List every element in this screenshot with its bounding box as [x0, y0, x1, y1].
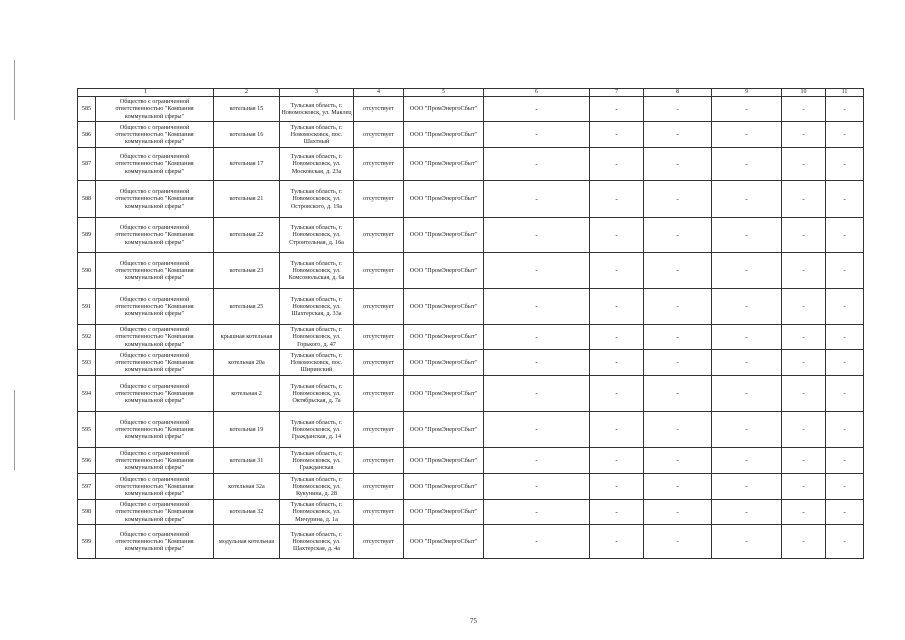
row-number-cell: 589: [78, 218, 96, 253]
dash-cell: -: [712, 376, 782, 412]
organization-cell: Общество с ограниченной ответственностью "Компания коммунальной сферы": [96, 181, 214, 218]
dash-cell: -: [782, 122, 826, 148]
column4-cell: отсутствует: [354, 350, 404, 376]
dash-cell: -: [590, 289, 644, 325]
address-cell: Тульская область, г. Новомосковск, ул. Кукунина, д. 28: [280, 474, 354, 500]
dash-cell: -: [712, 289, 782, 325]
dash-cell: -: [590, 218, 644, 253]
row-number-cell: 587: [78, 148, 96, 181]
column4-cell: отсутствует: [354, 376, 404, 412]
column4-cell: отсутствует: [354, 525, 404, 559]
dash-cell: -: [484, 474, 590, 500]
organization-cell: Общество с ограниченной ответственностью "Компания коммунальной сферы": [96, 500, 214, 525]
row-number-cell: 590: [78, 253, 96, 289]
row-number-cell: 591: [78, 289, 96, 325]
table-row: [78, 448, 864, 474]
address-cell: Тульская область, г. Новомосковск, ул. Маклец: [280, 97, 354, 122]
dash-cell: -: [644, 412, 712, 448]
table-row: [78, 350, 864, 376]
dash-cell: -: [484, 350, 590, 376]
dash-cell: -: [590, 525, 644, 559]
object-cell: модульная котельная: [214, 525, 280, 559]
dash-cell: -: [484, 148, 590, 181]
organization-cell: Общество с ограниченной ответственностью "Компания коммунальной сферы": [96, 525, 214, 559]
address-cell: Тульская область, г. Новомосковск, пос. Шахтный: [280, 122, 354, 148]
organization-cell: Общество с ограниченной ответственностью "Компания коммунальной сферы": [96, 474, 214, 500]
organization-cell: Общество с ограниченной ответственностью "Компания коммунальной сферы": [96, 122, 214, 148]
supplier-cell: ООО "ПромЭнергоСбыт": [404, 350, 484, 376]
dash-cell: -: [590, 412, 644, 448]
object-cell: котельная 2: [214, 376, 280, 412]
header-cell: 11: [826, 89, 864, 97]
row-number-cell: 593: [78, 350, 96, 376]
table-row: [78, 253, 864, 289]
organization-cell: Общество с ограниченной ответственностью "Компания коммунальной сферы": [96, 148, 214, 181]
column4-cell: отсутствует: [354, 325, 404, 350]
dash-cell: -: [644, 448, 712, 474]
dash-cell: -: [644, 289, 712, 325]
header-cell: 7: [590, 89, 644, 97]
dash-cell: -: [484, 325, 590, 350]
dash-cell: -: [590, 97, 644, 122]
dash-cell: -: [826, 181, 864, 218]
dash-cell: -: [712, 525, 782, 559]
supplier-cell: ООО "ПромЭнергоСбыт": [404, 148, 484, 181]
address-cell: Тульская область, г. Новомосковск, пос. Ширинский: [280, 350, 354, 376]
table-row: [78, 325, 864, 350]
table-row: [78, 97, 864, 122]
dash-cell: -: [712, 325, 782, 350]
header-cell: 3: [280, 89, 354, 97]
dash-cell: -: [590, 122, 644, 148]
object-cell: котельная 25: [214, 289, 280, 325]
column4-cell: отсутствует: [354, 181, 404, 218]
row-number-cell: 594: [78, 376, 96, 412]
dash-cell: -: [590, 325, 644, 350]
address-cell: Тульская область, г. Новомосковск, ул. Октябрьская, д. 7а: [280, 376, 354, 412]
dash-cell: -: [782, 412, 826, 448]
dash-cell: -: [590, 376, 644, 412]
dash-cell: -: [590, 448, 644, 474]
page-number: 75: [470, 617, 477, 625]
header-cell: 4: [354, 89, 404, 97]
organization-cell: Общество с ограниченной ответственностью "Компания коммунальной сферы": [96, 350, 214, 376]
dash-cell: -: [712, 448, 782, 474]
table-row: [78, 289, 864, 325]
dash-cell: -: [644, 97, 712, 122]
dash-cell: -: [484, 218, 590, 253]
dash-cell: -: [644, 148, 712, 181]
organization-cell: Общество с ограниченной ответственностью "Компания коммунальной сферы": [96, 376, 214, 412]
dash-cell: -: [712, 412, 782, 448]
dash-cell: -: [712, 122, 782, 148]
dash-cell: -: [712, 500, 782, 525]
dash-cell: -: [782, 525, 826, 559]
object-cell: котельная 19: [214, 412, 280, 448]
supplier-cell: ООО "ПромЭнергоСбыт": [404, 122, 484, 148]
table-row: [78, 525, 864, 559]
dash-cell: -: [484, 500, 590, 525]
dash-cell: -: [782, 500, 826, 525]
supplier-cell: ООО "ПромЭнергоСбыт": [404, 412, 484, 448]
dash-cell: -: [826, 376, 864, 412]
header-cell: 6: [484, 89, 590, 97]
address-cell: Тульская область, г. Новомосковск, ул. Гражданская, д. 14: [280, 412, 354, 448]
object-cell: котельная 21: [214, 181, 280, 218]
header-cell: 2: [214, 89, 280, 97]
dash-cell: -: [590, 474, 644, 500]
dash-cell: -: [826, 218, 864, 253]
organization-cell: Общество с ограниченной ответственностью "Компания коммунальной сферы": [96, 289, 214, 325]
row-number-cell: 598: [78, 500, 96, 525]
organization-cell: Общество с ограниченной ответственностью "Компания коммунальной сферы": [96, 448, 214, 474]
dash-cell: -: [484, 376, 590, 412]
table-row: [78, 500, 864, 525]
registry-table-body: [78, 89, 864, 559]
header-cell: 9: [712, 89, 782, 97]
object-cell: котельная 32а: [214, 474, 280, 500]
dash-cell: -: [826, 500, 864, 525]
dash-cell: -: [590, 148, 644, 181]
address-cell: Тульская область, г. Новомосковск, ул. Шахтерская, д. 33а: [280, 289, 354, 325]
table-row: [78, 181, 864, 218]
dash-cell: -: [644, 525, 712, 559]
dash-cell: -: [712, 253, 782, 289]
address-cell: Тульская область, г. Новомосковск, ул. Мичурина, д. 1а: [280, 500, 354, 525]
column4-cell: отсутствует: [354, 500, 404, 525]
header-cell: 8: [644, 89, 712, 97]
dash-cell: -: [644, 122, 712, 148]
row-number-cell: 596: [78, 448, 96, 474]
column4-cell: отсутствует: [354, 148, 404, 181]
header-row: [78, 89, 864, 97]
dash-cell: -: [712, 148, 782, 181]
row-number-cell: 599: [78, 525, 96, 559]
dash-cell: -: [644, 500, 712, 525]
dash-cell: -: [826, 325, 864, 350]
dash-cell: -: [826, 525, 864, 559]
scan-edge-left-lower: [14, 390, 15, 470]
dash-cell: -: [782, 97, 826, 122]
column4-cell: отсутствует: [354, 412, 404, 448]
dash-cell: -: [782, 181, 826, 218]
supplier-cell: ООО "ПромЭнергоСбыт": [404, 500, 484, 525]
supplier-cell: ООО "ПромЭнергоСбыт": [404, 448, 484, 474]
dash-cell: -: [782, 148, 826, 181]
row-number-cell: 585: [78, 97, 96, 122]
scan-edge-left: [14, 60, 15, 120]
supplier-cell: ООО "ПромЭнергоСбыт": [404, 474, 484, 500]
dash-cell: -: [782, 289, 826, 325]
dash-cell: -: [782, 325, 826, 350]
dash-cell: -: [590, 500, 644, 525]
dash-cell: -: [712, 97, 782, 122]
table-row: [78, 474, 864, 500]
organization-cell: Общество с ограниченной ответственностью "Компания коммунальной сферы": [96, 412, 214, 448]
dash-cell: -: [644, 350, 712, 376]
object-cell: крышная котельная: [214, 325, 280, 350]
supplier-cell: ООО "ПромЭнергоСбыт": [404, 376, 484, 412]
registry-table: [77, 88, 864, 559]
supplier-cell: ООО "ПромЭнергоСбыт": [404, 325, 484, 350]
dash-cell: -: [484, 412, 590, 448]
dash-cell: -: [826, 148, 864, 181]
table-row: [78, 148, 864, 181]
dash-cell: -: [826, 253, 864, 289]
organization-cell: Общество с ограниченной ответственностью "Компания коммунальной сферы": [96, 218, 214, 253]
object-cell: котельная 31: [214, 448, 280, 474]
column4-cell: отсутствует: [354, 218, 404, 253]
dash-cell: -: [484, 97, 590, 122]
dash-cell: -: [782, 448, 826, 474]
column4-cell: отсутствует: [354, 289, 404, 325]
supplier-cell: ООО "ПромЭнергоСбыт": [404, 97, 484, 122]
row-number-cell: 595: [78, 412, 96, 448]
dash-cell: -: [484, 525, 590, 559]
dash-cell: -: [484, 181, 590, 218]
dash-cell: -: [826, 289, 864, 325]
address-cell: Тульская область, г. Новомосковск, ул. Московская, д. 23а: [280, 148, 354, 181]
dash-cell: -: [712, 218, 782, 253]
table-row: [78, 412, 864, 448]
dash-cell: -: [644, 325, 712, 350]
address-cell: Тульская область, г. Новомосковск, ул. Шахтерская, д. 4а: [280, 525, 354, 559]
object-cell: котельная 16: [214, 122, 280, 148]
dash-cell: -: [826, 350, 864, 376]
header-cell: 10: [782, 89, 826, 97]
dash-cell: -: [826, 97, 864, 122]
address-cell: Тульская область, г. Новомосковск, ул. Горького, д. 47: [280, 325, 354, 350]
column4-cell: отсутствует: [354, 97, 404, 122]
dash-cell: -: [484, 122, 590, 148]
supplier-cell: ООО "ПромЭнергоСбыт": [404, 289, 484, 325]
dash-cell: -: [712, 474, 782, 500]
dash-cell: -: [484, 289, 590, 325]
supplier-cell: ООО "ПромЭнергоСбыт": [404, 218, 484, 253]
dash-cell: -: [590, 350, 644, 376]
supplier-cell: ООО "ПромЭнергоСбыт": [404, 525, 484, 559]
dash-cell: -: [826, 448, 864, 474]
row-number-cell: 597: [78, 474, 96, 500]
dash-cell: -: [644, 474, 712, 500]
address-cell: Тульская область, г. Новомосковск, ул. Гражданская: [280, 448, 354, 474]
dash-cell: -: [712, 181, 782, 218]
column4-cell: отсутствует: [354, 253, 404, 289]
dash-cell: -: [484, 253, 590, 289]
address-cell: Тульская область, г. Новомосковск, ул. Островского, д. 19а: [280, 181, 354, 218]
object-cell: котельная 20а: [214, 350, 280, 376]
address-cell: Тульская область, г. Новомосковск, ул. Строительная, д. 16а: [280, 218, 354, 253]
dash-cell: -: [712, 350, 782, 376]
table-row: [78, 218, 864, 253]
row-number-cell: 588: [78, 181, 96, 218]
address-cell: Тульская область, г. Новомосковск, ул. Комсомольская, д. 6а: [280, 253, 354, 289]
organization-cell: Общество с ограниченной ответственностью "Компания коммунальной сферы": [96, 325, 214, 350]
dash-cell: -: [782, 253, 826, 289]
object-cell: котельная 22: [214, 218, 280, 253]
row-number-cell: 592: [78, 325, 96, 350]
dash-cell: -: [644, 253, 712, 289]
table-row: [78, 376, 864, 412]
dash-cell: -: [644, 181, 712, 218]
organization-cell: Общество с ограниченной ответственностью "Компания коммунальной сферы": [96, 253, 214, 289]
header-cell: 5: [404, 89, 484, 97]
header-cell: 1: [78, 89, 214, 97]
column4-cell: отсутствует: [354, 448, 404, 474]
column4-cell: отсутствует: [354, 474, 404, 500]
dash-cell: -: [782, 474, 826, 500]
dash-cell: -: [826, 122, 864, 148]
object-cell: котельная 32: [214, 500, 280, 525]
row-number-cell: 586: [78, 122, 96, 148]
dash-cell: -: [590, 181, 644, 218]
dash-cell: -: [644, 218, 712, 253]
dash-cell: -: [644, 376, 712, 412]
dash-cell: -: [826, 474, 864, 500]
dash-cell: -: [826, 412, 864, 448]
dash-cell: -: [484, 448, 590, 474]
dash-cell: -: [590, 253, 644, 289]
column4-cell: отсутствует: [354, 122, 404, 148]
dash-cell: -: [782, 218, 826, 253]
object-cell: котельная 23: [214, 253, 280, 289]
dash-cell: -: [782, 376, 826, 412]
object-cell: котельная 17: [214, 148, 280, 181]
table-row: [78, 122, 864, 148]
supplier-cell: ООО "ПромЭнергоСбыт": [404, 181, 484, 218]
organization-cell: Общество с ограниченной ответственностью "Компания коммунальной сферы": [96, 97, 214, 122]
dash-cell: -: [782, 350, 826, 376]
object-cell: котельная 15: [214, 97, 280, 122]
supplier-cell: ООО "ПромЭнергоСбыт": [404, 253, 484, 289]
